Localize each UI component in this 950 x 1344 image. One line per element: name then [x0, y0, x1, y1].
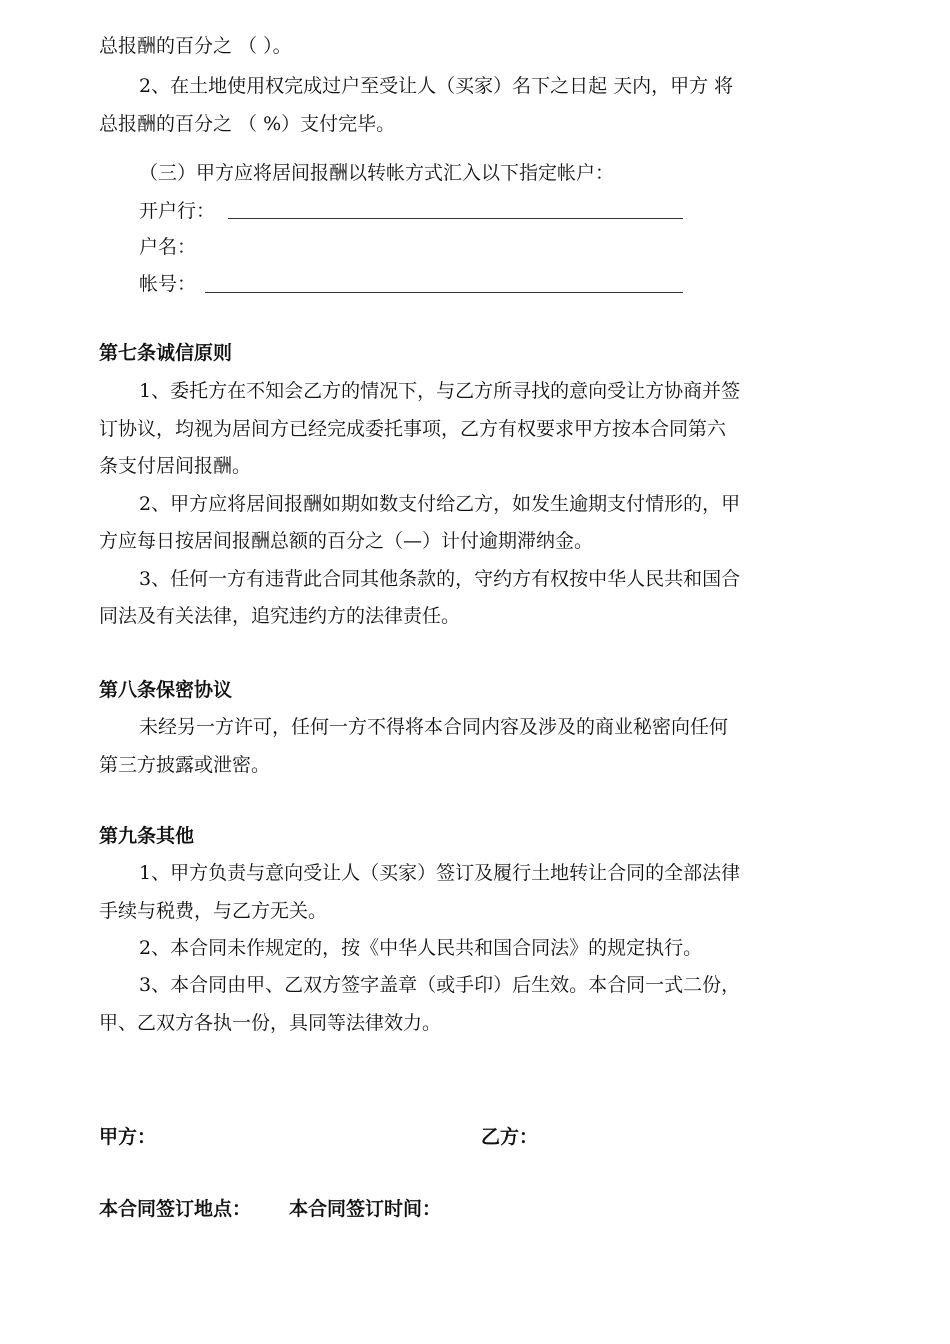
party-a-signature-label: 甲方： [99, 1126, 157, 1148]
account-name-label: 户名： [139, 236, 197, 258]
previous-clause-tail: 总报酬的百分之 （ ）。 [99, 35, 292, 57]
article-7-heading: 第七条诚信原则 [99, 342, 233, 364]
article-7-para-1-line-3: 条支付居间报酬。 [99, 455, 252, 477]
signing-time-label: 本合同签订时间： [289, 1198, 442, 1220]
article-7-para-3-line-2: 同法及有关法律，追究违约方的法律责任。 [99, 605, 461, 627]
article-9-para-1-line-1: 1、甲方负责与意向受让人（买家）签订及履行土地转让合同的全部法律 [139, 862, 741, 884]
account-intro: （三）甲方应将居间报酬以转帐方式汇入以下指定帐户： [139, 162, 615, 184]
payment-item-2-line-1: 2、在土地使用权完成过户至受让人（买家）名下之日起 天内，甲方 将 [139, 75, 734, 97]
article-7-para-3-line-1: 3、任何一方有违背此合同其他条款的，守约方有权按中华人民共和国合 [139, 568, 741, 590]
article-9-para-1-line-2: 手续与税费，与乙方无关。 [99, 900, 328, 922]
account-number-blank-line [205, 292, 683, 293]
payment-item-2-line-2: 总报酬的百分之 （ %）支付完毕。 [99, 113, 396, 135]
bank-label: 开户行： [139, 200, 216, 222]
article-9-para-3-line-2: 甲、乙双方各执一份，具同等法律效力。 [99, 1012, 442, 1034]
article-9-para-3-line-1: 3、本合同由甲、乙双方签字盖章（或手印）后生效。本合同一式二份， [139, 974, 741, 996]
bank-blank-line [228, 218, 683, 219]
article-8-para-1-line-1: 未经另一方许可，任何一方不得将本合同内容及涉及的商业秘密向任何 [139, 716, 729, 738]
article-9-heading: 第九条其他 [99, 825, 195, 847]
article-7-para-1-line-2: 订协议，均视为居间方已经完成委托事项，乙方有权要求甲方按本合同第六 [99, 418, 727, 440]
account-number-label: 帐号： [139, 273, 197, 295]
article-7-para-2-line-1: 2、甲方应将居间报酬如期如数支付给乙方，如发生逾期支付情形的，甲 [139, 493, 741, 515]
party-b-signature-label: 乙方： [481, 1126, 539, 1148]
signing-place-label: 本合同签订地点： [99, 1198, 252, 1220]
article-9-para-2-line-1: 2、本合同未作规定的，按《中华人民共和国合同法》的规定执行。 [139, 937, 703, 959]
article-8-para-1-line-2: 第三方披露或泄密。 [99, 754, 271, 776]
article-7-para-1-line-1: 1、委托方在不知会乙方的情况下，与乙方所寻找的意向受让方协商并签 [139, 380, 741, 402]
article-8-heading: 第八条保密协议 [99, 679, 233, 701]
article-7-para-2-line-2: 方应每日按居间报酬总额的百分之（—）计付逾期滞纳金。 [99, 530, 594, 552]
